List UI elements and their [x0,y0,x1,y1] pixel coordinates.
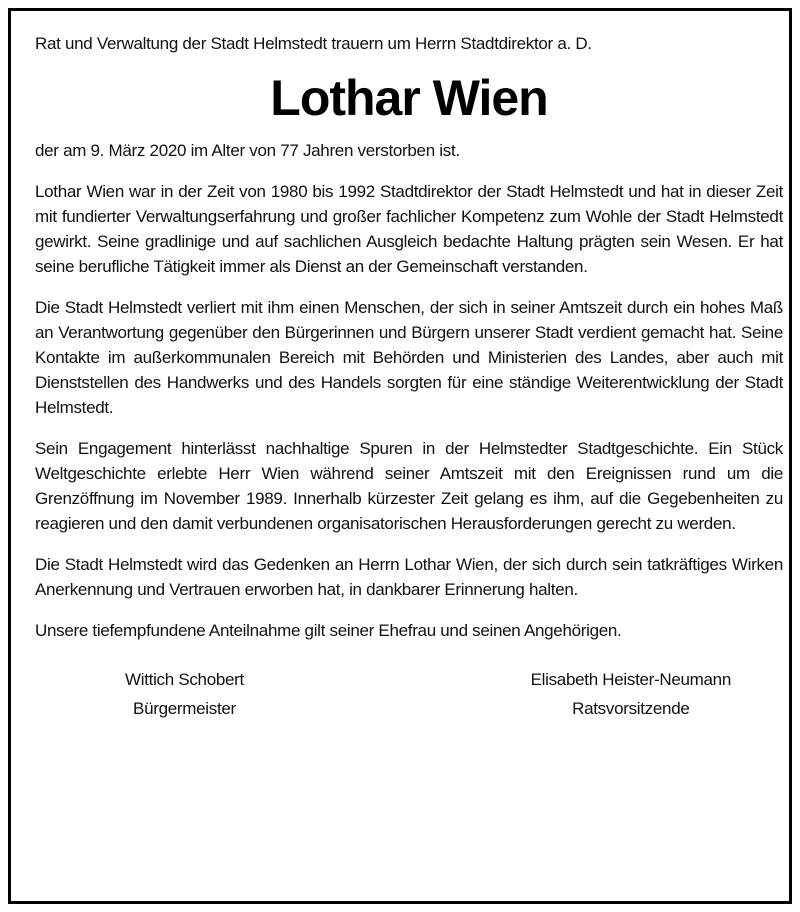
signature-block [35,665,783,723]
signatory-role: Bürgermeister [133,699,236,718]
paragraph-engagement: Sein Engagement hinterlässt nachhaltige Spuren in der Helmstedter Stadtgeschichte. Ein Stück Weltgeschichte erlebte Herr Wien während seiner Amtszeit mit den Ereignissen rund um die Grenzöffnung im November 1989. Innerhalb kürzester Zeit gelang es ihm, auf die Gegebenheiten zu reagieren und den damit verbundenen organisatorischen Herausforderungen gerecht zu werden. [35,439,783,533]
deceased-name: Lothar Wien [270,70,548,126]
death-date-line: der am 9. März 2020 im Alter von 77 Jahren verstorben ist. [35,141,460,160]
obituary-content [35,31,783,723]
paragraph-loss: Die Stadt Helmstedt verliert mit ihm einen Menschen, der sich in seiner Amtszeit durch ein hohes Maß an Verantwortung gegenüber den Bürgerinnen und Bürgern unserer Stadt verdient gemacht hat. Seine Kontakte im außerkommunalen Bereich mit Behörden und Ministerien des Landes, aber auch mit Dienststellen des Handwerks und des Handels sorgten für eine ständige Weiterentwicklung der Stadt Helmstedt. [35,298,783,417]
signature-mayor [125,665,244,723]
paragraph-remembrance: Die Stadt Helmstedt wird das Gedenken an Herrn Lothar Wien, der sich durch sein tatkräftiges Wirken Anerkennung und Vertrauen erworben hat, in dankbarer Erinnerung halten. [35,555,783,599]
obituary-notice-frame [8,8,792,904]
condolence-line: Unsere tiefempfundene Anteilnahme gilt seiner Ehefrau und seinen Angehörigen. [35,621,622,640]
intro-line: Rat und Verwaltung der Stadt Helmstedt trauern um Herrn Stadtdirektor a. D. [35,34,592,53]
paragraph-career: Lothar Wien war in der Zeit von 1980 bis 1992 Stadtdirektor der Stadt Helmstedt und hat in dieser Zeit mit fundierter Verwaltungserfahrung und großer fachlicher Kompetenz zum Wohle der Stadt Helmstedt gewirkt. Seine gradlinige und auf sachlichen Ausgleich bedachte Haltung prägten sein Wesen. Er hat seine berufliche Tätigkeit immer als Dienst an der Gemeinschaft verstanden. [35,182,783,276]
signatory-name: Wittich Schobert [125,670,244,689]
signature-council-chair [531,665,731,723]
signatory-name: Elisabeth Heister-Neumann [530,670,731,689]
signatory-role: Ratsvorsitzende [572,699,690,718]
